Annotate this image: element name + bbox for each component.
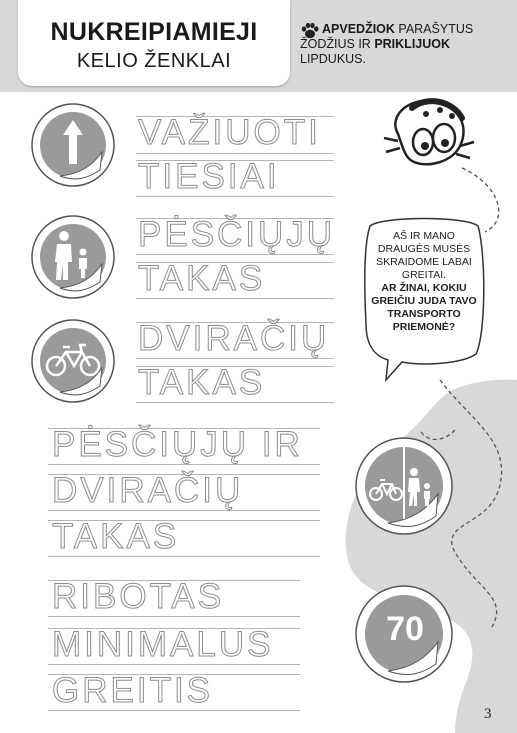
- trace-word: VAŽIUOTI: [138, 113, 321, 152]
- trace-word: TAKAS: [138, 363, 266, 402]
- guide-line: [136, 402, 334, 403]
- guide-line: [136, 298, 334, 299]
- guide-line: [48, 616, 300, 617]
- instruction-text-2: PARAŠYTUS ŽODŽIUS IR: [300, 22, 474, 51]
- trace-word: TIESIAI: [138, 157, 280, 196]
- trace-word: PĖSČIŲJŲ IR: [52, 425, 303, 464]
- guide-line: [136, 153, 334, 154]
- guide-line: [136, 254, 334, 255]
- instruction-bold-3: PRIKLIJUOK: [374, 37, 451, 51]
- sign-pedestrian-path: [30, 214, 116, 300]
- speed-limit-icon: 70: [386, 610, 424, 648]
- sticker-sign-shared-path: [354, 436, 454, 536]
- trace-word: TAKAS: [138, 259, 266, 298]
- guide-line: [48, 510, 320, 511]
- page-number: 3: [484, 706, 492, 722]
- instruction-text-4: LIPDUKUS.: [300, 52, 366, 66]
- trace-word: MINIMALUS: [52, 625, 274, 664]
- trace-word: PĖSČIŲJŲ: [138, 215, 336, 254]
- guide-line: [48, 464, 320, 465]
- guide-line: [136, 196, 334, 197]
- trace-word: DVIRAČIŲ: [138, 319, 330, 358]
- fly-character-icon: [378, 96, 478, 178]
- trace-word: DVIRAČIŲ: [52, 471, 244, 510]
- page-title: NUKREIPIAMIEJI: [50, 18, 258, 46]
- guide-line: [48, 556, 320, 557]
- instruction-bold-1: APVEDŽIOK: [322, 22, 395, 36]
- guide-line: [48, 664, 300, 665]
- guide-line: [48, 710, 300, 711]
- guide-line: [136, 358, 334, 359]
- sign-go-straight: [30, 102, 116, 188]
- trace-word: RIBOTAS: [52, 577, 225, 616]
- bubble-text-normal: AŠ IR MANO DRAUGĖS MUSĖS SKRAIDOME LABAI GREITAI.: [376, 230, 472, 281]
- trace-word: GREITIS: [52, 671, 214, 710]
- page-subtitle: KELIO ŽENKLAI: [76, 50, 232, 72]
- bubble-text-bold: AR ŽINAI, KOKIU GREIČIU JUDA TAVO TRANSPORTO PRIEMONĖ?: [371, 282, 477, 333]
- speech-bubble-text: [370, 230, 478, 334]
- sign-bicycle-path: [30, 318, 116, 404]
- trace-word: TAKAS: [52, 517, 180, 556]
